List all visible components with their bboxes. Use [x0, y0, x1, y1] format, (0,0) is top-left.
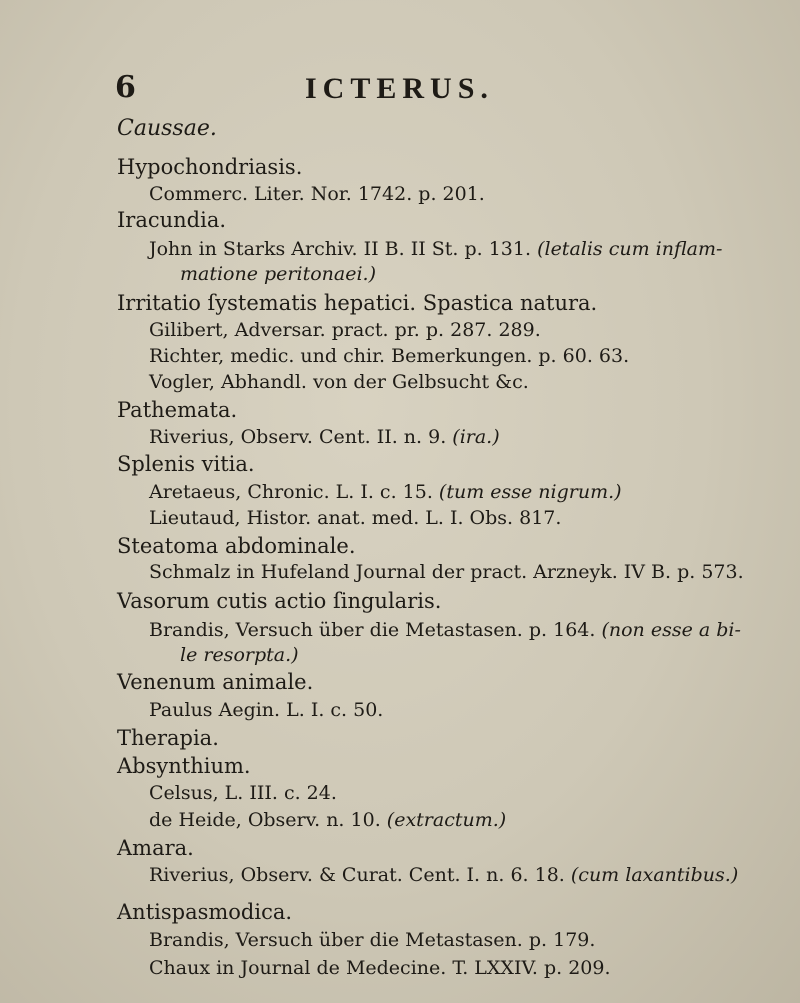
reference-line: Riverius, Observ. & Curat. Cent. I. n. 6. 18. (cum laxantibus.) [149, 864, 739, 886]
remedy-heading: Antispasmodica. [117, 900, 293, 924]
cause-heading: Steatoma abdominale. [117, 534, 356, 558]
reference-continuation: matione peritonaei.) [180, 263, 376, 285]
reference-line: Brandis, Versuch über die Metastasen. p. 164. (non esse a bi- [149, 619, 741, 641]
cause-heading: Irritatio ſystematis hepatici. Spastica natura. [117, 291, 598, 315]
cause-heading: Splenis vitia. [117, 452, 255, 476]
section-heading: Caussae. [117, 116, 217, 141]
reference-line: de Heide, Observ. n. 10. (extractum.) [149, 809, 507, 831]
reference-line: Paulus Aegin. L. I. c. 50. [149, 699, 384, 721]
cause-heading: Hypochondriasis. [117, 155, 303, 179]
reference-line: Brandis, Versuch über die Metastasen. p. 179. [149, 929, 596, 951]
reference-line: Commerc. Liter. Nor. 1742. p. 201. [149, 183, 485, 205]
reference-line: Schmalz in Hufeland Journal der pract. Arzneyk. IV B. p. 573. [149, 561, 744, 583]
remedy-heading: Amara. [117, 836, 194, 860]
cause-heading: Pathemata. [117, 398, 238, 422]
cause-heading: Iracundia. [117, 208, 227, 232]
reference-line: Chaux in Journal de Medecine. T. LXXIV. p. 209. [149, 957, 611, 979]
reference-line: John in Starks Archiv. II B. II St. p. 131. (letalis cum inflam- [149, 238, 723, 260]
cause-heading: Venenum animale. [117, 670, 314, 694]
page-number: 6 [115, 70, 136, 105]
therapy-heading: Therapia. [117, 726, 219, 750]
reference-line: Richter, medic. und chir. Bemerkungen. p. 60. 63. [149, 345, 630, 367]
running-head: ICTERUS. [305, 72, 494, 105]
reference-line: Lieutaud, Histor. anat. med. L. I. Obs. 817. [149, 507, 562, 529]
remedy-heading: Absynthium. [117, 754, 251, 778]
reference-line: Vogler, Abhandl. von der Gelbsucht &c. [149, 371, 529, 393]
cause-heading: Vasorum cutis actio ſingularis. [117, 589, 442, 613]
reference-line: Celsus, L. III. c. 24. [149, 782, 337, 804]
reference-line: Gilibert, Adversar. pract. pr. p. 287. 289. [149, 319, 541, 341]
reference-line: Aretaeus, Chronic. L. I. c. 15. (tum esse nigrum.) [149, 481, 622, 503]
reference-line: Riverius, Observ. Cent. II. n. 9. (ira.) [149, 426, 500, 448]
page-header [0, 70, 800, 110]
reference-continuation: le resorpta.) [180, 644, 299, 666]
